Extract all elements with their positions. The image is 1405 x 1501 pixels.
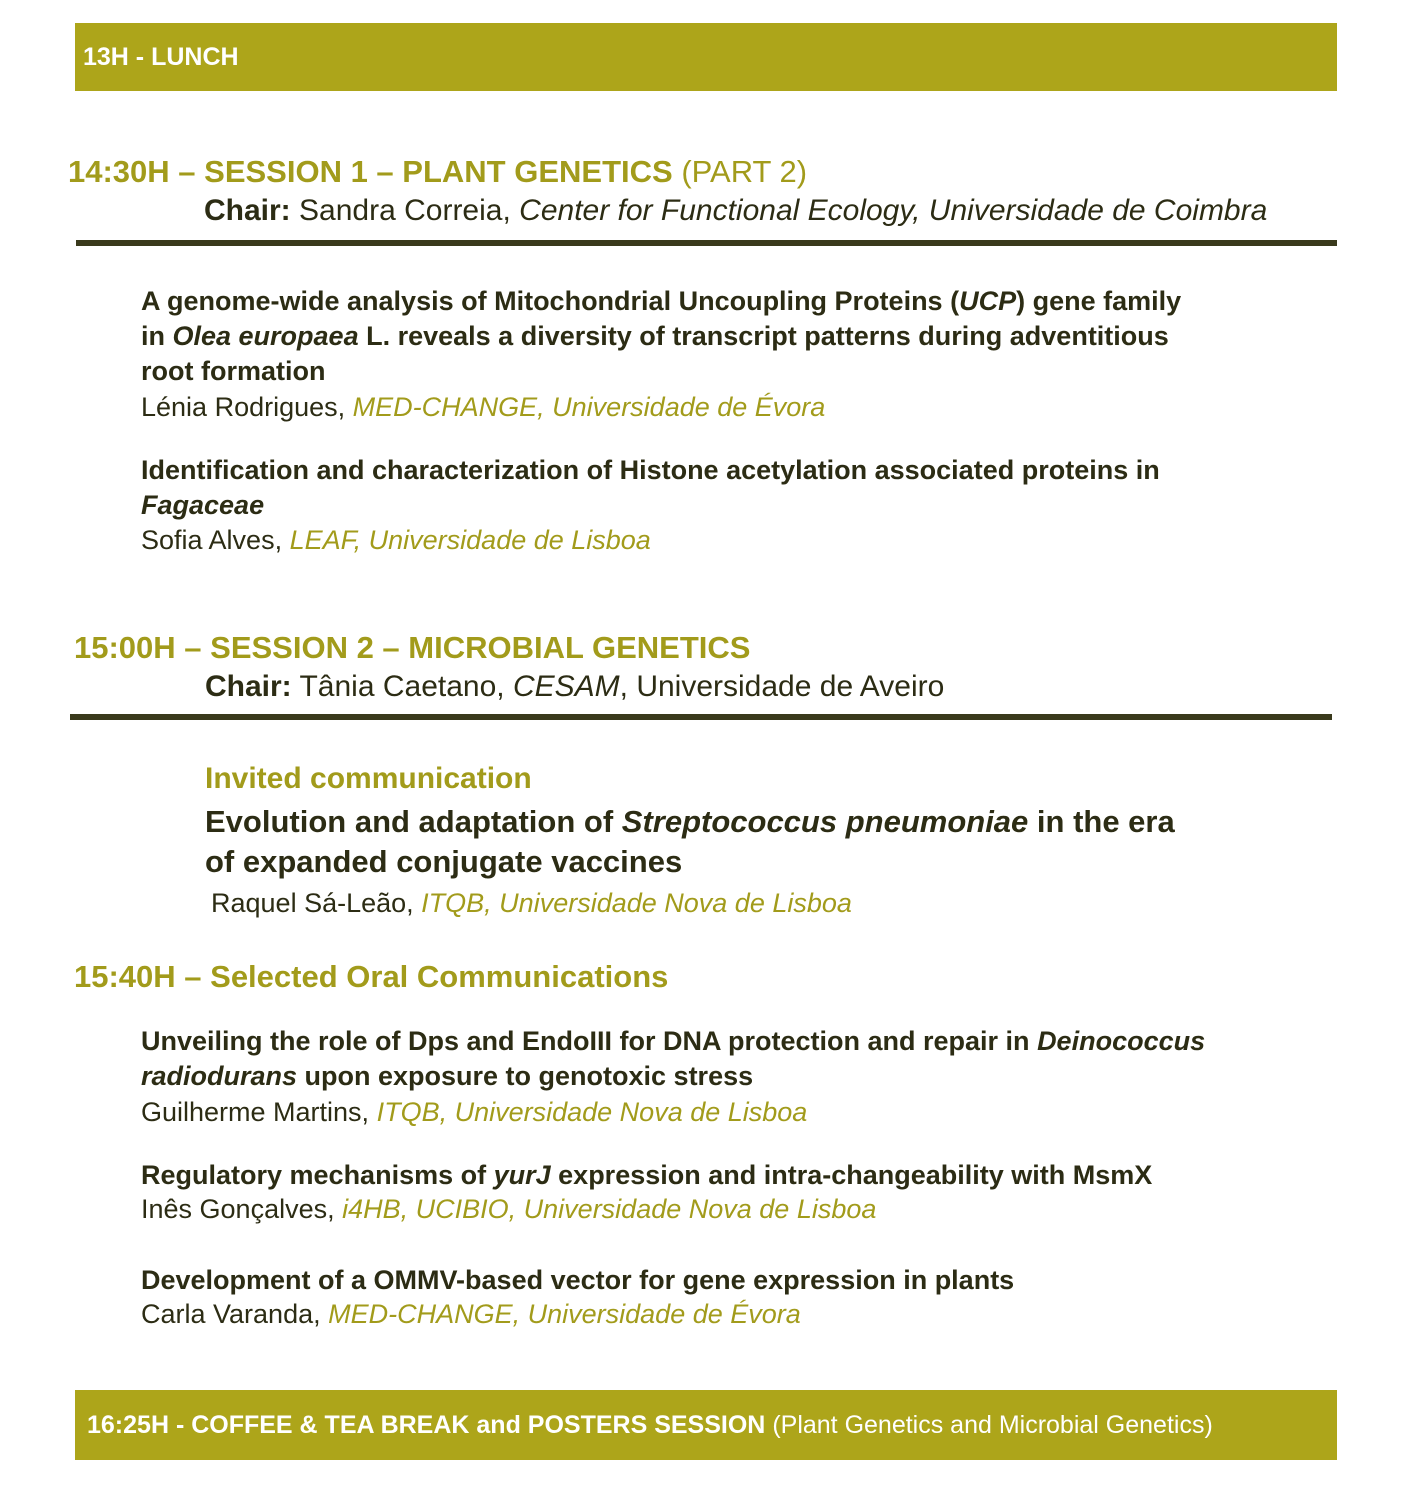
talk-author (141, 1299, 801, 1330)
author-affiliation: MED-CHANGE, Universidade de Évora (328, 1299, 801, 1329)
session1-heading (68, 154, 807, 190)
title-text: of expanded conjugate vaccines (205, 844, 683, 879)
title-italic: Deinococcus (1037, 1026, 1206, 1056)
talk-author (141, 392, 825, 423)
title-text: in the era (1028, 804, 1175, 839)
title-text: Identification and characterization of Histone acetylation associated proteins in (141, 455, 1160, 485)
talk-title (141, 453, 1160, 523)
author-name: Inês Gonçalves, (141, 1194, 335, 1224)
title-text: Unveiling the role of Dps and EndoIII for DNA protection and repair in (141, 1026, 1038, 1056)
invited-author (211, 888, 852, 919)
coffee-suffix: (Plant Genetics and Microbial Genetics) (772, 1410, 1213, 1439)
session1-part: (PART 2) (681, 154, 808, 189)
talk-author (141, 1097, 807, 1128)
chair-affiliation: Center for Functional Ecology, Universidade de Coimbra (519, 194, 1268, 227)
title-text: Regulatory mechanisms of (141, 1160, 494, 1190)
title-text: expression and intra-changeability with MsmX (550, 1160, 1153, 1190)
title-text: in (141, 321, 173, 351)
author-name: Sofia Alves, (141, 525, 283, 555)
lunch-banner (75, 23, 1337, 91)
title-text: ) gene family (1016, 286, 1182, 316)
author-affiliation: i4HB, UCIBIO, Universidade Nova de Lisboa (342, 1194, 877, 1224)
title-text: L. reveals a diversity of transcript patterns during adventitious (358, 321, 1169, 351)
title-text: Evolution and adaptation of (205, 804, 622, 839)
chair-affiliation: CESAM (512, 670, 620, 703)
chair-name: Sandra Correia, (299, 194, 511, 227)
author-name: Carla Varanda, (141, 1299, 321, 1329)
title-italic: yurJ (493, 1160, 551, 1190)
title-text: A genome-wide analysis of Mitochondrial Uncoupling Proteins ( (141, 286, 960, 316)
talk-title (141, 284, 1181, 389)
author-name: Lénia Rodrigues, (141, 392, 346, 422)
session2-divider (70, 714, 1332, 720)
title-italic: Olea europaea (172, 321, 359, 351)
coffee-banner (75, 1390, 1337, 1460)
title-text: upon exposure to genotoxic stress (297, 1061, 754, 1091)
session2-heading (74, 630, 750, 666)
author-affiliation: MED-CHANGE, Universidade de Évora (352, 392, 826, 422)
talk-title: Development of a OMMV-based vector for gene expression in plants (141, 1265, 1015, 1295)
coffee-label: 16:25H - COFFEE & TEA BREAK and POSTERS SESSION (87, 1410, 766, 1439)
talk-title (141, 1158, 1152, 1193)
chair-affiliation: , Universidade de Aveiro (619, 670, 945, 703)
title-italic: Streptococcus pneumoniae (621, 804, 1029, 839)
talk-author (141, 1194, 876, 1225)
author-name: Guilherme Martins, (141, 1097, 370, 1127)
author-name: Raquel Sá-Leão, (211, 888, 414, 918)
invited-title (205, 802, 1175, 882)
title-italic: UCP (959, 286, 1017, 316)
talk-title (141, 1024, 1205, 1094)
session2-chair (205, 670, 944, 704)
chair-name: Tânia Caetano, (299, 670, 505, 703)
author-affiliation: ITQB, Universidade Nova de Lisboa (376, 1097, 808, 1127)
title-italic: radiodurans (141, 1061, 298, 1091)
chair-label: Chair: (204, 194, 291, 227)
oral-heading: 15:40H – Selected Oral Communications (74, 959, 669, 994)
session1-divider (76, 240, 1337, 246)
title-italic: Fagaceae (141, 490, 265, 520)
invited-label: Invited communication (205, 762, 532, 795)
session2-title: 15:00H – SESSION 2 – MICROBIAL GENETICS (74, 630, 751, 665)
talk-author (141, 525, 651, 556)
chair-label: Chair: (205, 670, 292, 703)
author-affiliation: LEAF, Universidade de Lisboa (289, 525, 651, 555)
author-affiliation: ITQB, Universidade Nova de Lisboa (421, 888, 852, 918)
session1-title: 14:30H – SESSION 1 – PLANT GENETICS (68, 154, 673, 189)
session1-chair (204, 194, 1267, 228)
title-text: root formation (141, 356, 326, 386)
lunch-label: 13H - LUNCH (83, 42, 239, 71)
